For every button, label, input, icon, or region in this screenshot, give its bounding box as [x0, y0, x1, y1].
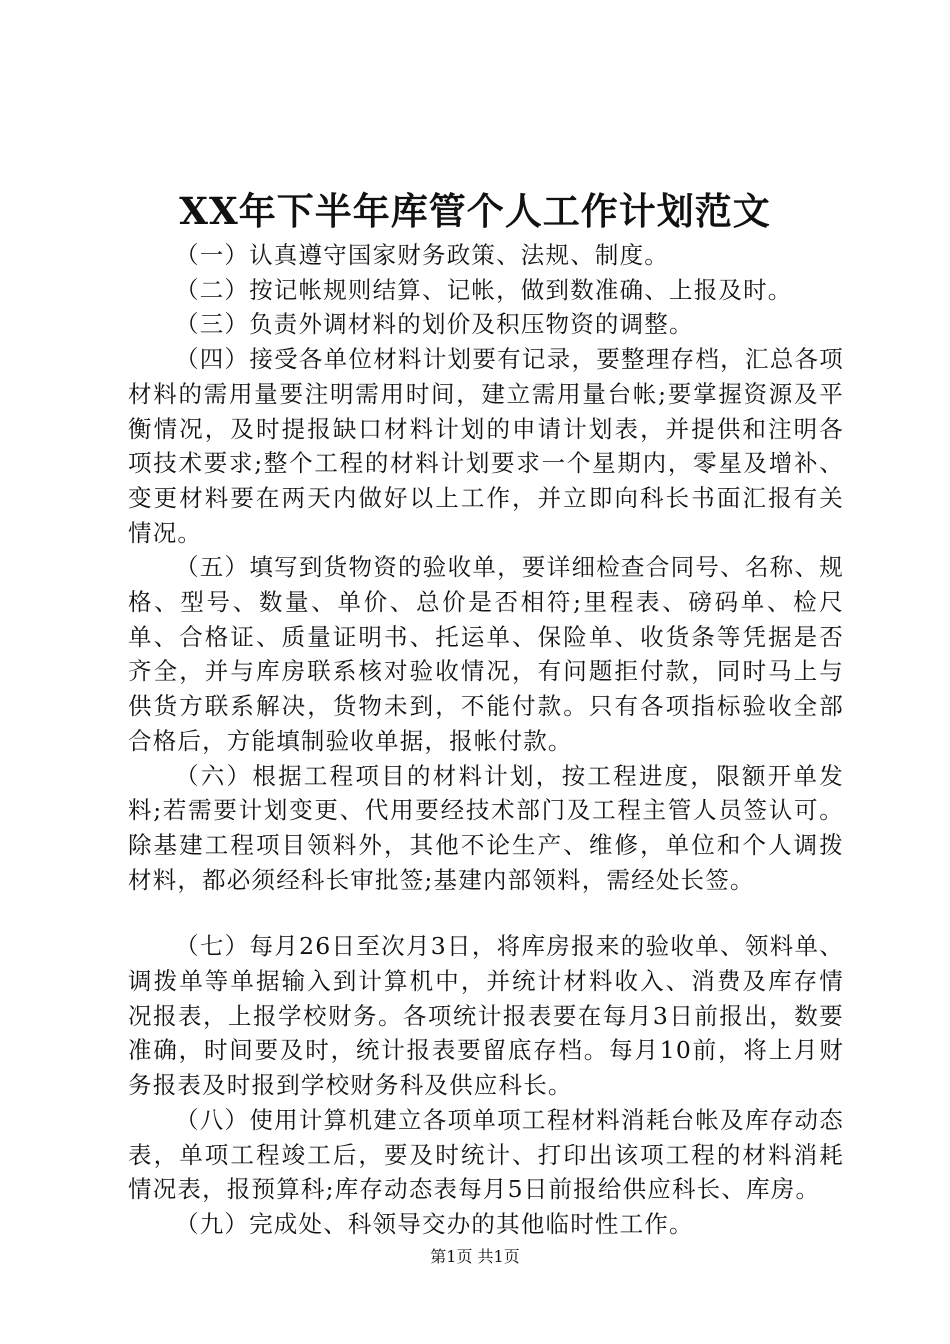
- paragraph-4: （四）接受各单位材料计划要有记录，要整理存档，汇总各项材料的需用量要注明需用时间，建立需用量台帐;要掌握资源及平衡情况，及时提报缺口材料计划的申请计划表，并提供和注明各项技术要求;整个工程的材料计划要求一个星期内，零星及增补、变更材料要在两天内做好以上工作，并立即向科长书面汇报有关情况。: [128, 345, 844, 547]
- document-body: [128, 238, 844, 1242]
- page-footer: 第1页 共1页: [430, 1247, 520, 1266]
- paragraph-9: （九）完成处、科领导交办的其他临时性工作。: [175, 1209, 694, 1238]
- paragraph-1: （一）认真遵守国家财务政策、法规、制度。: [175, 241, 669, 269]
- paragraph-5: （五）填写到货物资的验收单，要详细检查合同号、名称、规格、型号、数量、单价、总价是否相符;里程表、磅码单、检尺单、合格证、质量证明书、托运单、保险单、收货条等凭据是否齐全，并与库房联系核对验收情况，有问题拒付款，同时马上与供货方联系解决，货物未到，不能付款。只有各项指标验收全部合格后，方能填制验收单据，报帐付款。: [128, 553, 844, 755]
- paragraph-3: （三）负责外调材料的划价及积压物资的调整。: [175, 310, 694, 339]
- paragraph-7: （七）每月26日至次月3日，将库房报来的验收单、领料单、调拨单等单据输入到计算机中，并统计材料收入、消费及库存情况报表，上报学校财务。各项统计报表要在每月3日前报出，数要准确，时间要及时，统计报表要留底存档。每月10前，将上月财务报表及时报到学校财务科及供应科长。: [128, 932, 844, 1100]
- document-title: XX年下半年库管个人工作计划范文: [179, 189, 771, 233]
- paragraph-6: （六）根据工程项目的材料计划，按工程进度，限额开单发料;若需要计划变更、代用要经技术部门及工程主管人员签认可。除基建工程项目领料外，其他不论生产、维修，单位和个人调拨材料，都必须经科长审批签;基建内部领料，需经处长签。: [128, 761, 844, 894]
- paragraph-2: （二）按记帐规则结算、记帐，做到数准确、上报及时。: [175, 275, 793, 304]
- paragraph-8: （八）使用计算机建立各项单项工程材料消耗台帐及库存动态表，单项工程竣工后，要及时统计、打印出该项工程的材料消耗情况表，报预算科;库存动态表每月5日前报给供应科长、库房。: [128, 1105, 844, 1204]
